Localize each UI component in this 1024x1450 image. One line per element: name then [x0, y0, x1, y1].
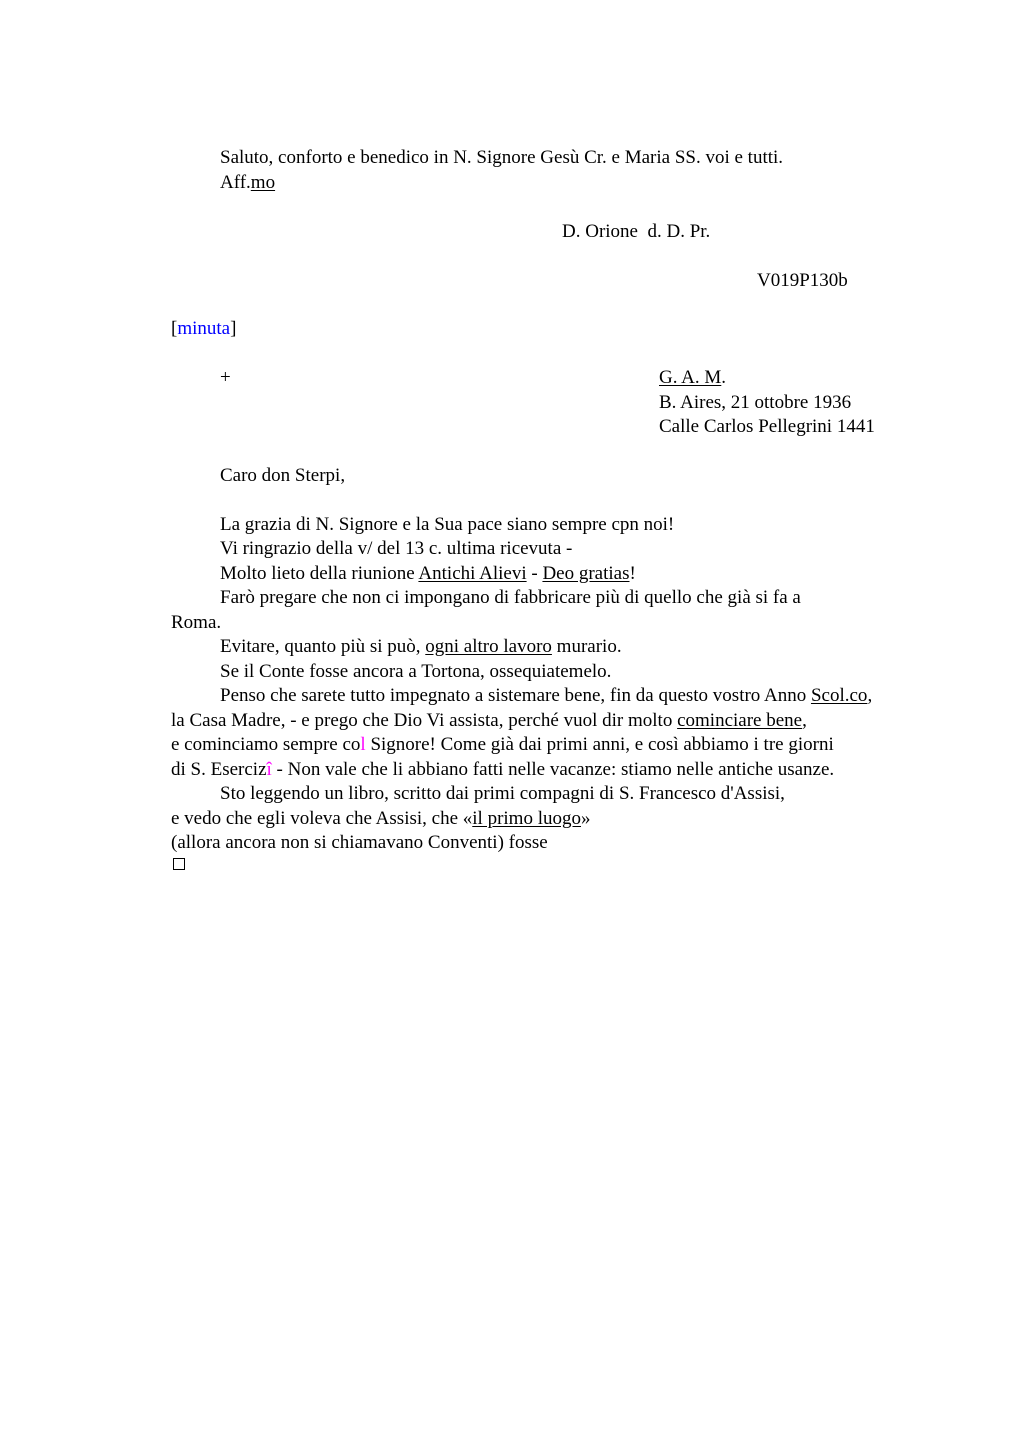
- body-line-8-a: Penso che sarete tutto impegnato a sistemare bene, fin da questo vostro Anno: [220, 685, 811, 706]
- place-date: B. Aires, 21 ottobre 1936: [659, 392, 852, 413]
- body-line-9-a: la Casa Madre, - e prego che Dio Vi assista, perché vuol dir molto: [171, 710, 678, 731]
- closing-aff: [220, 172, 275, 194]
- gam-initials: G. A. M: [659, 367, 722, 388]
- reference-code: V019P130b: [757, 270, 848, 291]
- body-line-13-a: e vedo che egli voleva che Assisi, che «: [171, 808, 473, 829]
- body-line-3: [220, 563, 636, 585]
- body-line-3-e: !: [629, 563, 636, 584]
- body-line-2: Vi ringrazio della v/ del 13 c. ultima ricevuta -: [220, 538, 573, 559]
- cross-symbol: +: [220, 367, 231, 388]
- inserted-letter-l: l: [360, 734, 366, 755]
- body-line-3-a: Molto lieto della riunione: [220, 563, 419, 584]
- body-line-11-a: di S. Esercizî: [171, 759, 272, 780]
- body-line-9-c: ,: [802, 710, 807, 731]
- body-line-11: [171, 759, 834, 781]
- gam-dot: .: [721, 367, 727, 388]
- body-line-6-c: murario.: [551, 636, 622, 657]
- inserted-letter-i: î: [266, 759, 272, 780]
- body-line-8-c: ,: [867, 685, 873, 706]
- body-line-11-c: - Non vale che li abbiano fatti nelle vacanze: stiamo nelle antiche usanze.: [271, 759, 835, 780]
- body-line-1: La grazia di N. Signore e la Sua pace siano sempre cpn noi!: [220, 514, 675, 535]
- minuta-close-bracket: ]: [230, 318, 237, 339]
- body-line-14: (allora ancora non si chiamavano Conventi) fosse: [171, 832, 548, 853]
- body-line-8: [220, 685, 872, 707]
- salutation: Caro don Sterpi,: [220, 465, 346, 486]
- body-line-3-c: -: [526, 563, 543, 584]
- cominciare-bene: cominciare bene: [677, 710, 803, 731]
- body-line-6: [220, 636, 622, 658]
- minuta-open-bracket: [: [171, 318, 178, 339]
- address: Calle Carlos Pellegrini 1441: [659, 416, 875, 437]
- ogni-altro-lavoro: ogni altro lavoro: [425, 636, 552, 657]
- body-line-6-a: Evitare, quanto più si può,: [220, 636, 426, 657]
- body-line-7: Se il Conte fosse ancora a Tortona, ossequiatemelo.: [220, 661, 612, 682]
- gam-heading: [659, 367, 726, 389]
- body-line-13-c: »: [581, 808, 591, 829]
- body-line-12: Sto leggendo un libro, scritto dai primi compagni di S. Francesco d'Assisi,: [220, 783, 785, 804]
- scol-co: Scol.co: [810, 685, 868, 706]
- aff-prefix: Aff.: [220, 172, 251, 193]
- aff-superscript: mo: [250, 172, 276, 193]
- minuta-marker: [171, 318, 236, 340]
- closing-blessing: Saluto, conforto e benedico in N. Signore Gesù Cr. e Maria SS. voi e tutti.: [220, 147, 784, 168]
- deo-gratias: Deo gratias: [542, 563, 630, 584]
- minuta-word: minuta: [177, 318, 231, 339]
- body-line-4: Farò pregare che non ci impongano di fabbricare più di quello che già si fa a: [220, 587, 801, 608]
- body-line-13: [171, 808, 591, 830]
- body-line-10-c: Signore! Come già dai primi anni, e così abbiamo i tre giorni: [365, 734, 834, 755]
- body-line-10: [171, 734, 834, 756]
- antichi-alievi: Antichi Alievi: [418, 563, 527, 584]
- il-primo-luogo: il primo luogo: [472, 808, 581, 829]
- body-line-5: Roma.: [171, 612, 222, 633]
- body-line-10-a: e cominciamo sempre co: [171, 734, 361, 755]
- body-line-9: [171, 710, 807, 732]
- signature: D. Orione d. D. Pr.: [562, 221, 711, 242]
- empty-box-icon: [173, 858, 185, 870]
